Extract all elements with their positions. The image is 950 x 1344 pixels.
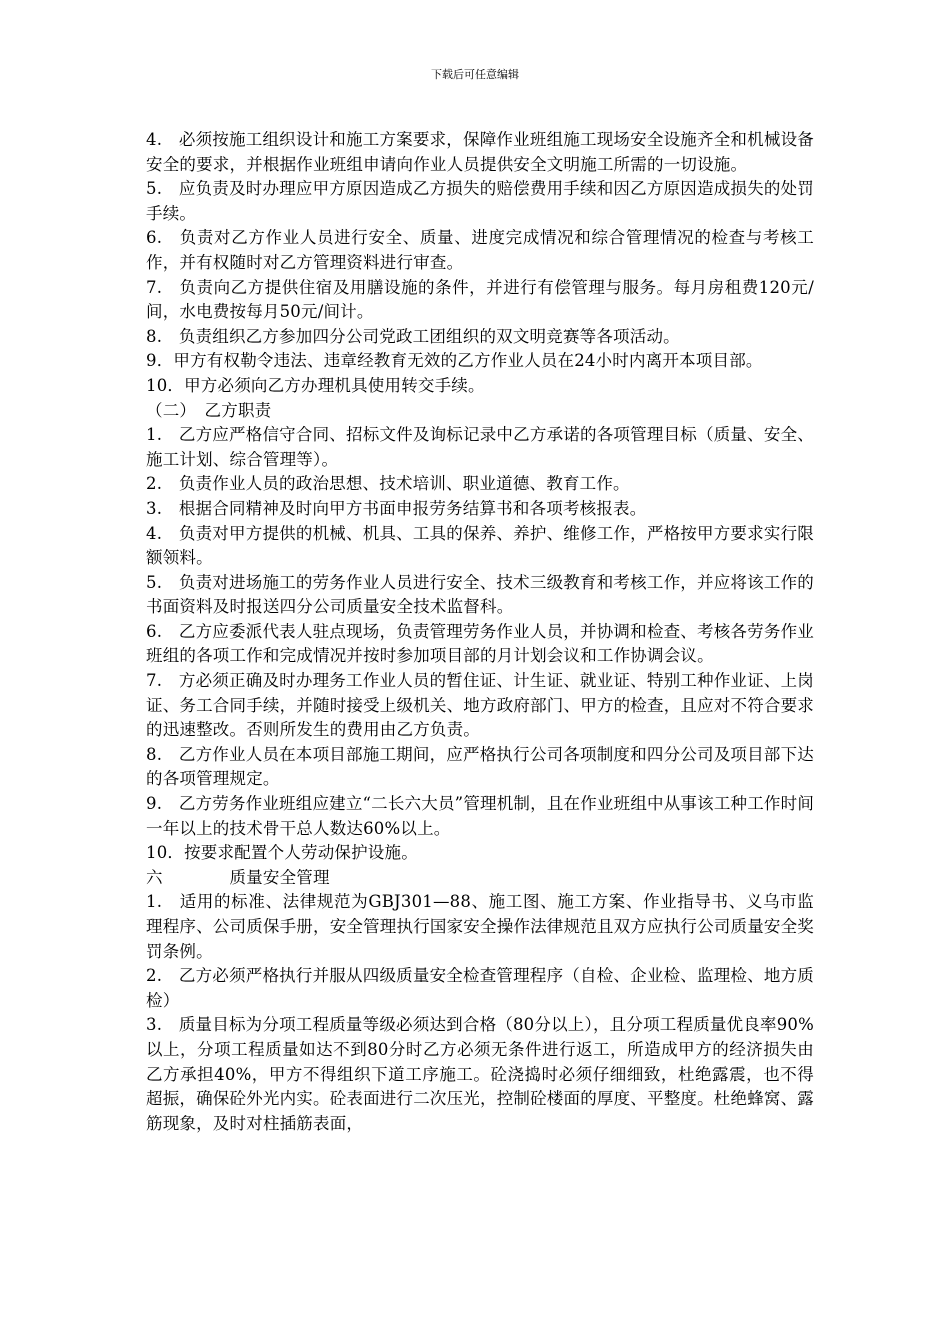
section-heading-party-b: （二） 乙方职责 xyxy=(146,400,272,420)
section-heading-quality-safety: 六 质量安全管理 xyxy=(146,867,330,887)
paragraph-a4: 4. 必须按施工组织设计和施工方案要求，保障作业班组施工现场安全设施齐全和机械设备安全的要求，并根据作业班组申请向作业人员提供安全文明施工所需的一切设施。 xyxy=(146,130,814,174)
paragraph-b4: 4. 负责对甲方提供的机械、机具、工具的保养、养护、维修工作，严格按甲方要求实行限额领料。 xyxy=(146,523,814,568)
paragraph-b2: 2. 负责作业人员的政治思想、技术培训、职业道德、教育工作。 xyxy=(146,474,630,494)
paragraph-b5: 5. 负责对进场施工的劳务作业人员进行安全、技术三级教育和考核工作，并应将该工作的书面资料及时报送四分公司质量安全技术监督科。 xyxy=(146,572,814,617)
paragraph-a6: 6. 负责对乙方作业人员进行安全、质量、进度完成情况和综合管理情况的检查与考核工作，并有权随时对乙方管理资料进行审查。 xyxy=(146,228,814,272)
document-body xyxy=(146,128,814,1136)
paragraph-b8: 8. 乙方作业人员在本项目部施工期间，应严格执行公司各项制度和四分公司及项目部下达的各项管理规定。 xyxy=(146,744,814,789)
paragraph-q1: 1. 适用的标准、法律规范为GBJ301—88、施工图、施工方案、作业指导书、义乌市监理程序、公司质保手册，安全管理执行国家安全操作法律规范且双方应执行公司质量安全奖罚条例。 xyxy=(146,892,814,961)
paragraph-a10: 10．甲方必须向乙方办理机具使用转交手续。 xyxy=(146,375,485,395)
paragraph-a8: 8. 负责组织乙方参加四分公司党政工团组织的双文明竞赛等各项活动。 xyxy=(146,326,680,346)
paragraph-b10: 10．按要求配置个人劳动保护设施。 xyxy=(146,843,418,863)
paragraph-b1: 1. 乙方应严格信守合同、招标文件及询标记录中乙方承诺的各项管理目标（质量、安全、施工计划、综合管理等）。 xyxy=(146,425,814,469)
paragraph-a7: 7. 负责向乙方提供住宿及用膳设施的条件，并进行有偿管理与服务。每月房租费120元/间，水电费按每月50元/间计。 xyxy=(146,277,814,322)
page-header: 下载后可任意编辑 xyxy=(431,68,519,81)
paragraph-b6: 6. 乙方应委派代表人驻点现场，负责管理劳务作业人员，并协调和检查、考核各劳务作业班组的各项工作和完成情况并按时参加项目部的月计划会议和工作协调会议。 xyxy=(146,621,814,666)
paragraph-b7: 7. 方必须正确及时办理务工作业人员的暂住证、计生证、就业证、特别工种作业证、上岗证、务工合同手续，并随时接受上级机关、地方政府部门、甲方的检查，且应对不符合要求的迅速整改。否则所发生的费用由乙方负责。 xyxy=(146,671,814,740)
paragraph-a9: 9．甲方有权勒令违法、违章经教育无效的乙方作业人员在24小时内离开本项目部。 xyxy=(146,351,763,371)
paragraph-q2: 2. 乙方必须严格执行并服从四级质量安全检查管理程序（自检、企业检、监理检、地方质检） xyxy=(146,966,814,1010)
paragraph-a5: 5. 应负责及时办理应甲方原因造成乙方损失的赔偿费用手续和因乙方原因造成损失的处罚手续。 xyxy=(146,179,814,223)
paragraph-q3: 3. 质量目标为分项工程质量等级必须达到合格（80分以上），且分项工程质量优良率90%以上，分项工程质量如达不到80分时乙方必须无条件进行返工，所造成甲方的经济损失由乙方承担40%，甲方不得组织下道工序施工。砼浇捣时必须仔细细致，杜绝露震，也不得超振，确保砼外光内实。砼表面进行二次压光，控制砼楼面的厚度、平整度。杜绝蜂窝、露筋现象，及时对柱插筋表面， xyxy=(146,1015,814,1133)
paragraph-b3: 3. 根据合同精神及时向甲方书面申报劳务结算书和各项考核报表。 xyxy=(146,498,647,518)
paragraph-b9: 9. 乙方劳务作业班组应建立“二长六大员”管理机制，且在作业班组中从事该工种工作时间一年以上的技术骨干总人数达60%以上。 xyxy=(146,794,815,838)
